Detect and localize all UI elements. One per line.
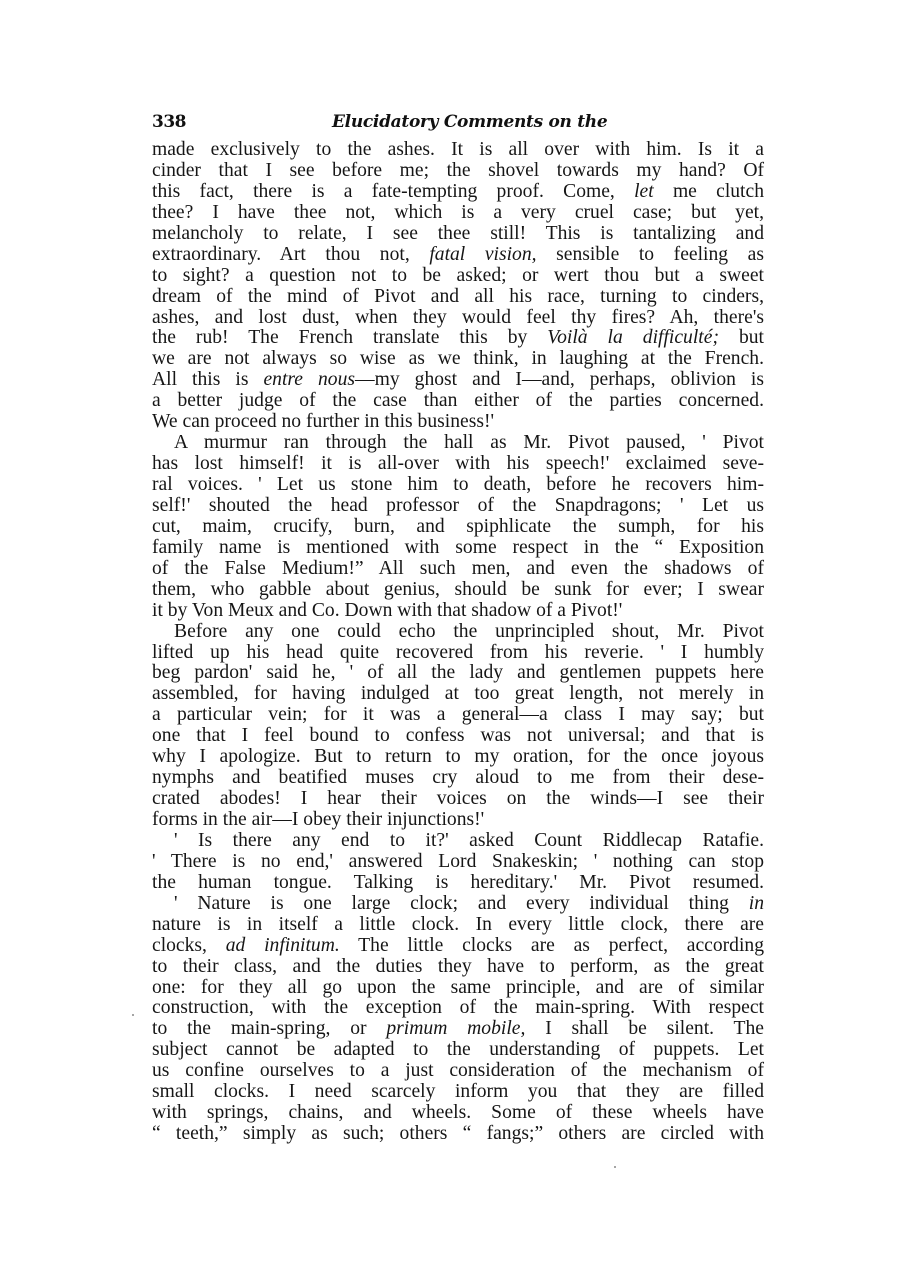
text-line: extraordinary. Art thou not, fatal vision, sensible to feeling as <box>152 243 764 265</box>
text-line: beg pardon' said he, ' of all the lady and gentlemen puppets here <box>152 662 764 684</box>
text-line: ashes, and lost dust, when they would feel thy fires? Ah, there's <box>152 306 764 328</box>
text-line: a particular vein; for it was a general—a class I may say; but <box>152 704 764 726</box>
text-line: clocks, ad infinitum. The little clocks are as perfect, according <box>152 934 764 956</box>
text-line: to their class, and the duties they have to perform, as the great <box>152 955 764 977</box>
text-line: one that I feel bound to confess was not universal; and that is <box>152 725 764 747</box>
text-line: we are not always so wise as we think, in laughing at the French. <box>152 348 764 370</box>
text-line: “ teeth,” simply as such; others “ fangs;” others are circled with <box>152 1123 764 1145</box>
text-line: A murmur ran through the hall as Mr. Pivot paused, ' Pivot <box>174 432 764 454</box>
scan-speck <box>614 1166 616 1168</box>
text-line: to the main-spring, or primum mobile, I shall be silent. The <box>152 1018 764 1040</box>
text-line: a better judge of the case than either of the parties concerned. <box>152 390 764 412</box>
text-line: construction, with the exception of the main-spring. With respect <box>152 997 764 1019</box>
text-line: the rub! The French translate this by Voilà la difficulté; but <box>152 327 764 349</box>
text-line: has lost himself! it is all-over with his speech!' exclaimed seve- <box>152 453 764 475</box>
scan-speck <box>132 1014 134 1016</box>
text-line: of the False Medium!” All such men, and even the shadows of <box>152 557 764 579</box>
text-line: ' Is there any end to it?' asked Count Riddlecap Ratafie. <box>174 829 764 851</box>
text-line: lifted up his head quite recovered from his reverie. ' I humbly <box>152 641 764 663</box>
text-line: the human tongue. Talking is hereditary.' Mr. Pivot resumed. <box>152 871 764 893</box>
running-title: Elucidatory Comments on the <box>332 112 608 132</box>
text-line: ' There is no end,' answered Lord Snakeskin; ' nothing can stop <box>152 850 764 872</box>
text-line: self!' shouted the head professor of the Snapdragons; ' Let us <box>152 494 764 516</box>
text-line: to sight? a question not to be asked; or wert thou but a sweet <box>152 264 764 286</box>
text-line: cinder that I see before me; the shovel towards my hand? Of <box>152 159 764 181</box>
text-line: with springs, chains, and wheels. Some of these wheels have <box>152 1102 764 1124</box>
text-line: them, who gabble about genius, should be sunk for ever; I swear <box>152 578 764 600</box>
text-line: us confine ourselves to a just consideration of the mechanism of <box>152 1060 764 1082</box>
text-line: ral voices. ' Let us stone him to death, before he recovers him- <box>152 474 764 495</box>
text-line: forms in the air—I obey their injunctions!' <box>152 809 485 830</box>
text-line: this fact, there is a fate-tempting proof. Come, let me clutch <box>152 180 764 202</box>
text-line: it by Von Meux and Co. Down with that shadow of a Pivot!' <box>152 599 623 621</box>
text-line: We can proceed no further in this business!' <box>152 411 495 433</box>
text-line: family name is mentioned with some respect in the “ Exposition <box>152 536 764 558</box>
text-line: ' Nature is one large clock; and every individual thing in <box>174 892 764 914</box>
text-line: crated abodes! I hear their voices on the winds—I see their <box>152 788 764 810</box>
body-text <box>152 140 764 1145</box>
text-line: nymphs and beatified muses cry aloud to me from their dese- <box>152 767 764 789</box>
page-number: 338 <box>152 112 186 132</box>
text-line: dream of the mind of Pivot and all his race, turning to cinders, <box>152 285 764 307</box>
text-line: Before any one could echo the unprincipled shout, Mr. Pivot <box>174 620 764 642</box>
text-line: small clocks. I need scarcely inform you that they are filled <box>152 1081 764 1103</box>
text-line: subject cannot be adapted to the understanding of puppets. Let <box>152 1039 764 1061</box>
text-line: cut, maim, crucify, burn, and spiphlicate the sumph, for his <box>152 515 764 537</box>
text-line: made exclusively to the ashes. It is all over with him. Is it a <box>152 139 764 160</box>
text-line: All this is entre nous—my ghost and I—and, perhaps, oblivion is <box>152 369 764 391</box>
page-header <box>152 112 764 136</box>
text-line: why I apologize. But to return to my oration, for the once joyous <box>152 746 764 768</box>
text-line: thee? I have thee not, which is a very cruel case; but yet, <box>152 201 764 223</box>
text-line: nature is in itself a little clock. In every little clock, there are <box>152 913 764 935</box>
text-line: melancholy to relate, I see thee still! This is tantalizing and <box>152 222 764 244</box>
text-line: one: for they all go upon the same principle, and are of similar <box>152 976 764 998</box>
text-line: assembled, for having indulged at too great length, not merely in <box>152 683 764 705</box>
